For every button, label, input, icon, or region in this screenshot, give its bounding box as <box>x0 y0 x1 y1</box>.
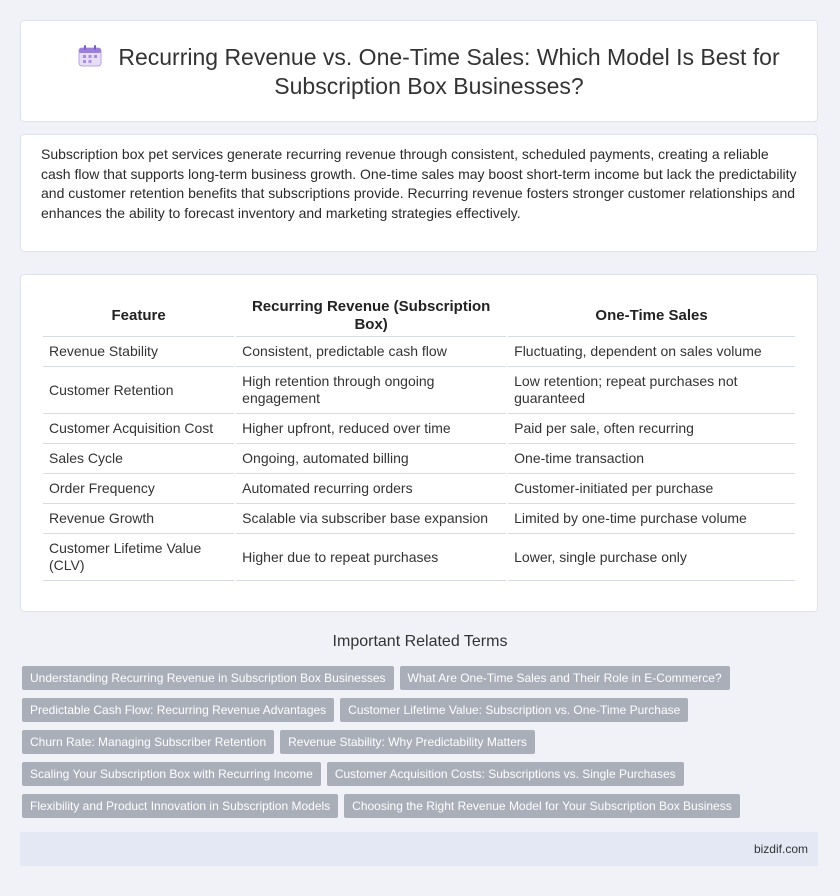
cell-recurring: Higher upfront, reduced over time <box>236 414 506 444</box>
cell-one-time: Lower, single purchase only <box>508 534 795 581</box>
table-row <box>43 414 795 444</box>
cell-one-time: Fluctuating, dependent on sales volume <box>508 337 795 367</box>
related-term-link[interactable]: Customer Acquisition Costs: Subscriptions vs. Single Purchases <box>327 762 684 786</box>
page-title: Recurring Revenue vs. One-Time Sales: Which Model Is Best for Subscription Box Businesses? <box>118 44 780 99</box>
cell-recurring: Scalable via subscriber base expansion <box>236 504 506 534</box>
cell-recurring: Ongoing, automated billing <box>236 444 506 474</box>
cell-feature: Revenue Growth <box>43 504 234 534</box>
footer-site-link[interactable]: bizdif.com <box>753 842 808 856</box>
header-recurring: Recurring Revenue (Subscription Box) <box>236 295 506 337</box>
cell-feature: Revenue Stability <box>43 337 234 367</box>
cell-recurring: Higher due to repeat purchases <box>236 534 506 581</box>
tag-row <box>22 730 822 762</box>
cell-recurring: Automated recurring orders <box>236 474 506 504</box>
header-feature: Feature <box>43 295 234 337</box>
cell-feature: Order Frequency <box>43 474 234 504</box>
related-terms-title: Important Related Terms <box>332 633 508 650</box>
title-card <box>20 20 818 122</box>
table-header-row <box>43 295 795 337</box>
intro-card <box>20 134 818 252</box>
cell-recurring: High retention through ongoing engagement <box>236 367 506 414</box>
cell-feature: Customer Lifetime Value (CLV) <box>43 534 234 581</box>
tag-row <box>22 698 822 730</box>
table-row <box>43 534 795 581</box>
page-title-wrap <box>61 43 797 101</box>
cell-one-time: One-time transaction <box>508 444 795 474</box>
table-row <box>43 444 795 474</box>
table-row <box>43 504 795 534</box>
comparison-card <box>20 274 818 612</box>
cell-feature: Customer Retention <box>43 367 234 414</box>
cell-one-time: Paid per sale, often recurring <box>508 414 795 444</box>
cell-recurring: Consistent, predictable cash flow <box>236 337 506 367</box>
related-term-link[interactable]: Churn Rate: Managing Subscriber Retention <box>22 730 274 754</box>
table-row <box>43 367 795 414</box>
cell-one-time: Low retention; repeat purchases not guaranteed <box>508 367 795 414</box>
header-one-time: One-Time Sales <box>508 295 795 337</box>
related-term-link[interactable]: Scaling Your Subscription Box with Recurring Income <box>22 762 321 786</box>
related-term-link[interactable]: Predictable Cash Flow: Recurring Revenue Advantages <box>22 698 334 722</box>
calendar-icon <box>78 45 102 67</box>
cell-one-time: Customer-initiated per purchase <box>508 474 795 504</box>
intro-paragraph: Subscription box pet services generate recurring revenue through consistent, scheduled payments, creating a reliable cash flow that supports long-term business growth. One-time sales may boost short-term income but lack the predictability and customer retention benefits that subscriptions provide. Recurring revenue fosters stronger customer relationships and enhances the ability to forecast inventory and marketing strategies effectively. <box>41 146 797 221</box>
cell-feature: Customer Acquisition Cost <box>43 414 234 444</box>
related-term-link[interactable]: Customer Lifetime Value: Subscription vs. One-Time Purchase <box>340 698 688 722</box>
related-terms-list <box>22 666 822 826</box>
related-term-link[interactable]: What Are One-Time Sales and Their Role in E-Commerce? <box>400 666 730 690</box>
related-term-link[interactable]: Revenue Stability: Why Predictability Matters <box>280 730 535 754</box>
tag-row <box>22 666 822 698</box>
footer <box>20 832 818 866</box>
related-term-link[interactable]: Understanding Recurring Revenue in Subscription Box Businesses <box>22 666 394 690</box>
tag-row <box>22 762 822 794</box>
table-row <box>43 474 795 504</box>
related-term-link[interactable]: Flexibility and Product Innovation in Subscription Models <box>22 794 338 818</box>
tag-row <box>22 794 822 826</box>
cell-one-time: Limited by one-time purchase volume <box>508 504 795 534</box>
comparison-table <box>41 295 797 581</box>
cell-feature: Sales Cycle <box>43 444 234 474</box>
related-term-link[interactable]: Choosing the Right Revenue Model for Your Subscription Box Business <box>344 794 740 818</box>
table-row <box>43 337 795 367</box>
